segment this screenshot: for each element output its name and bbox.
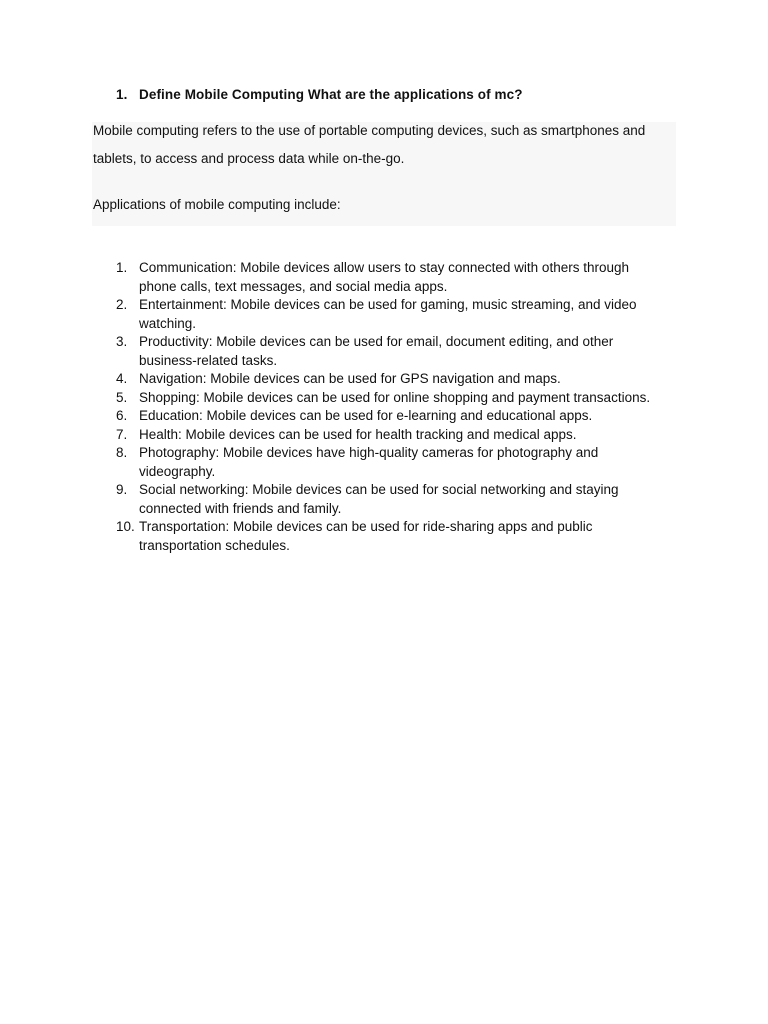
list-item-number: 4. [116, 371, 128, 386]
list-item-text: Transportation: Mobile devices can be used for ride-sharing apps and public transportation schedules. [139, 519, 593, 553]
list-item-text: Health: Mobile devices can be used for health tracking and medical apps. [139, 426, 577, 442]
list-item-number: 5. [116, 389, 128, 405]
list-item [116, 481, 661, 518]
list-item [116, 518, 661, 555]
list-item-text: Productivity: Mobile devices can be used for email, document editing, and other business-related tasks. [139, 334, 614, 368]
list-item [116, 389, 661, 408]
list-item-text: Social networking: Mobile devices can be used for social networking and staying connected with friends and family. [139, 482, 619, 516]
list-item-number: 7. [116, 426, 128, 442]
question-number: 1. [116, 87, 128, 102]
list-item-number: 8. [116, 445, 128, 460]
list-item-number: 3. [116, 334, 128, 349]
list-item [116, 333, 661, 370]
question-text: Define Mobile Computing What are the applications of mc? [139, 87, 523, 102]
question-heading [116, 87, 523, 102]
list-item-text: Entertainment: Mobile devices can be used for gaming, music streaming, and video watching. [139, 297, 637, 331]
list-item [116, 296, 661, 333]
list-item-text: Navigation: Mobile devices can be used for GPS navigation and maps. [139, 371, 561, 386]
applications-lead-paragraph: Applications of mobile computing include: [93, 197, 341, 212]
list-item-text: Communication: Mobile devices allow users to stay connected with others through phone calls, text messages, and social media apps. [139, 260, 629, 294]
list-item-number: 9. [116, 482, 128, 497]
list-item-text: Education: Mobile devices can be used for e-learning and educational apps. [139, 408, 593, 423]
list-item-number: 6. [116, 408, 128, 423]
list-item [116, 370, 661, 389]
list-item [116, 259, 661, 296]
list-item-number: 2. [116, 297, 128, 312]
definition-paragraph: Mobile computing refers to the use of portable computing devices, such as smartphones and tablets, to access and process data while on-the-go. [93, 123, 646, 166]
list-item-number: 1. [116, 260, 128, 275]
list-item [116, 444, 661, 481]
list-item-number: 10. [116, 519, 135, 534]
applications-list [116, 259, 661, 555]
list-item [116, 426, 661, 445]
list-item-text: Photography: Mobile devices have high-quality cameras for photography and videography. [139, 445, 599, 479]
list-item [116, 407, 661, 426]
list-item-text: Shopping: Mobile devices can be used for online shopping and payment transactions. [139, 389, 651, 405]
